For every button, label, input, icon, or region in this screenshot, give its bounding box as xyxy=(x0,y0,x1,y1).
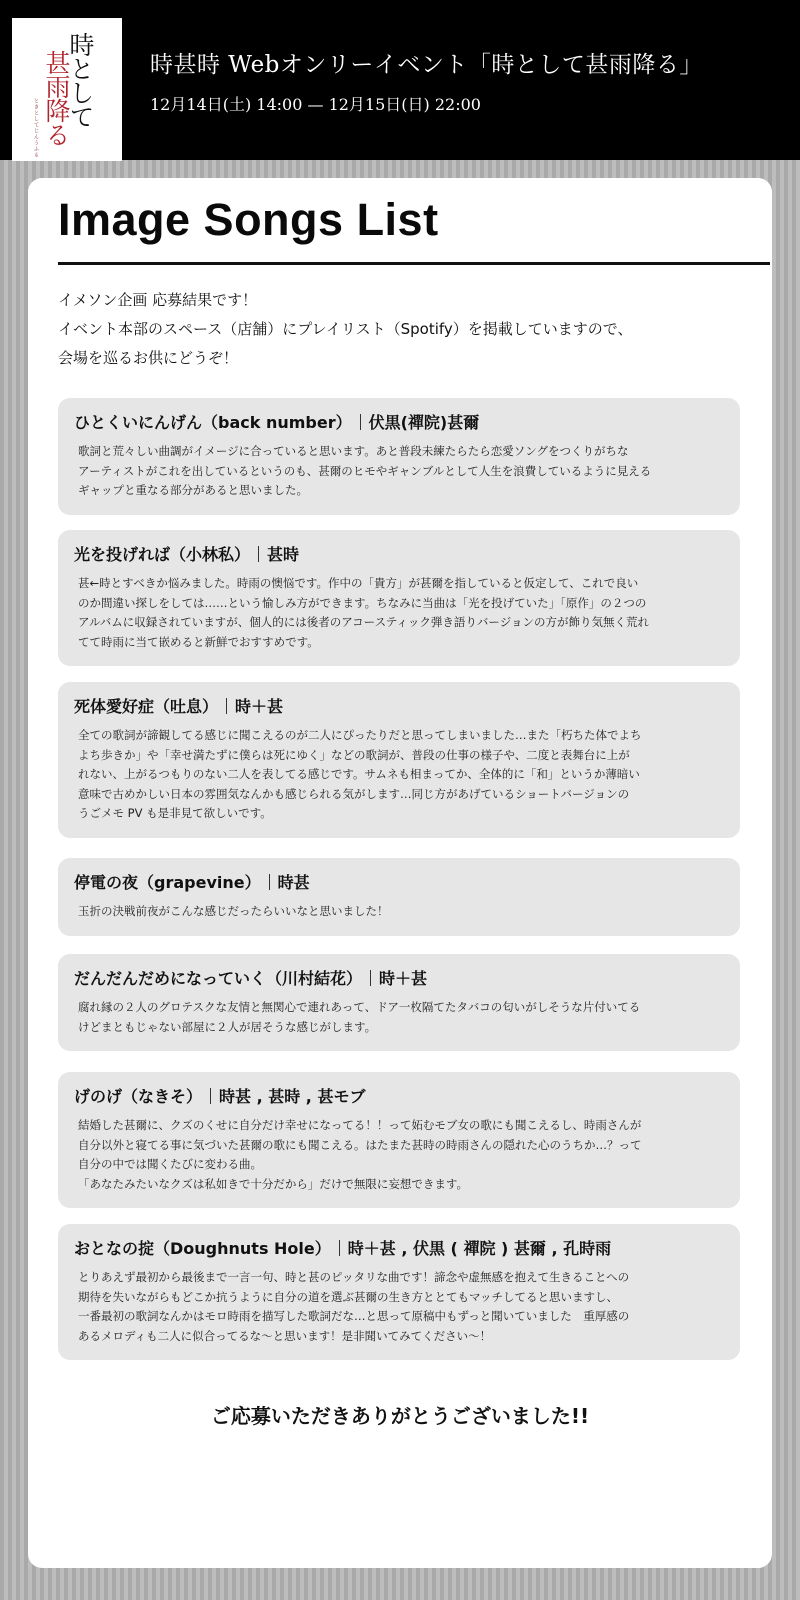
logo-subtext: ときとしてじんうふる xyxy=(33,98,39,158)
event-header xyxy=(0,0,800,160)
logo-text: 時として xyxy=(66,32,95,128)
comment-line: のか間違い探しをしては……という愉しみ方ができます。ちなみに当曲は「光を投げていた」「原作」の２つの xyxy=(78,595,647,610)
song-comment xyxy=(74,1116,724,1194)
song-title: ひとくいにんげん（back number） xyxy=(74,413,352,432)
thanks-message: ご応募いただきありがとうございました!! xyxy=(210,1404,590,1428)
heading-separator xyxy=(370,970,371,986)
comment-line: れない、上がるつもりのない二人を表してる感じです。サムネも相まってか、全体的に「和」というか薄暗い xyxy=(78,767,640,781)
event-logo xyxy=(12,18,122,161)
song-comment xyxy=(74,902,724,922)
song-pairing: 時＋甚 xyxy=(235,697,284,716)
song-heading xyxy=(74,694,724,717)
event-date: 12月14日(土) 14:00 — 12月15日(日) 22:00 xyxy=(150,95,481,114)
intro-text xyxy=(58,286,758,373)
heading-separator xyxy=(360,414,361,430)
comment-line: 結婚した甚爾に、クズのくせに自分だけ幸せになってる！！って妬むモブ女の歌にも聞こえるし、時雨さんが xyxy=(78,1118,642,1132)
heading-separator xyxy=(269,874,270,890)
comment-line: 甚←時とすべきか悩みました。時雨の懊悩です。作中の「貴方」が甚爾を指していると仮定して、これで良い xyxy=(78,576,639,590)
title-divider xyxy=(58,262,770,265)
song-title: 停電の夜（grapevine） xyxy=(74,873,261,892)
comment-line: てて時雨に当て嵌めると新鮮でおすすめです。 xyxy=(78,634,319,649)
song-title: だんだんだめになっていく（川村結花） xyxy=(74,969,363,988)
comment-line: ギャップと重なる部分があると思いました。 xyxy=(78,483,308,497)
comment-line: 一番最初の歌詞なんかはモロ時雨を描写した歌詞だな…と思って原稿中もずっと聞いていました 重厚感の xyxy=(78,1309,630,1323)
comment-line: うごメモ PV も是非見て欲しいです。 xyxy=(78,806,272,820)
comment-line: 歌詞と荒々しい曲調がイメージに合っていると思います。あと普段未練たらたら恋愛ソングをつくりがちな xyxy=(78,444,629,458)
song-entry xyxy=(58,682,740,838)
song-heading xyxy=(74,870,724,893)
heading-separator xyxy=(226,698,227,714)
song-pairing: 時＋甚 , 伏黒 ( 禪院 ) 甚爾 , 孔時雨 xyxy=(347,1239,612,1258)
heading-separator xyxy=(258,546,259,562)
song-pairing: 時甚 xyxy=(277,873,310,892)
comment-line: とりあえず最初から最後まで一言一句、時と甚のピッタリな曲です！諦念や虚無感を抱えて生きることへの xyxy=(78,1270,630,1284)
song-pairing: 時＋甚 xyxy=(379,969,428,988)
intro-line: イメソン企画 応募結果です！ xyxy=(58,291,258,309)
comment-line: アーティストがこれを出しているというのも、甚爾のヒモやギャンブルとして人生を浪費しているように見える xyxy=(78,463,652,478)
comment-line: 期待を失いながらもどこか抗うように自分の道を選ぶ甚爾の生き方ととてもマッチしてると思いますし、 xyxy=(78,1289,619,1304)
song-comment xyxy=(74,998,724,1037)
comment-line: 「あなたみたいなクズは私如きで十分だから」だけで無限に妄想できます。 xyxy=(78,1176,468,1191)
event-title: 時甚時 Webオンリーイベント「時として甚雨降る」 xyxy=(150,52,703,78)
comment-line: あるメロディも二人に似合ってるな〜と思います！是非聞いてみてください〜！ xyxy=(78,1328,492,1343)
song-heading xyxy=(74,410,724,433)
page-title: Image Songs List xyxy=(58,194,439,245)
comment-line: 自分以外と寝てる事に気づいた甚爾の歌にも聞こえる。はたまた甚時の時雨さんの隠れた心のうちか…？って xyxy=(78,1137,642,1152)
song-comment xyxy=(74,574,724,652)
comment-line: 自分の中では聞くたびに変わる曲。 xyxy=(78,1157,262,1171)
song-comment xyxy=(74,726,724,824)
song-entry xyxy=(58,398,740,515)
song-heading xyxy=(74,542,724,565)
logo-accent-text: 甚雨降る xyxy=(42,50,71,146)
song-comment xyxy=(74,1268,724,1346)
content-card xyxy=(28,178,772,1568)
song-comment xyxy=(74,442,724,501)
heading-separator xyxy=(210,1088,211,1104)
comment-line: アルバムに収録されていますが、個人的には後者のアコースティック弾き語りバージョンの方が飾り気無く荒れ xyxy=(78,615,649,629)
song-pairing: 甚時 xyxy=(267,545,300,564)
song-heading xyxy=(74,1236,724,1259)
song-entry xyxy=(58,954,740,1051)
song-title: 死体愛好症（吐息） xyxy=(74,697,219,716)
comment-line: 全ての歌詞が諦観してる感じに聞こえるのが二人にぴったりだと思ってしまいました…また「朽ちた体でよち xyxy=(78,728,642,742)
song-heading xyxy=(74,966,724,989)
intro-line: 会場を巡るお供にどうぞ！ xyxy=(58,349,239,367)
song-title: 光を投げれば（小林私） xyxy=(74,545,251,564)
song-entry xyxy=(58,858,740,936)
comment-line: 腐れ縁の２人のグロテスクな友情と無関心で連れあって、ドア一枚隔てたタバコの匂いがしそうな片付いてる xyxy=(78,1000,641,1014)
song-pairing: 伏黒(禪院)甚爾 xyxy=(368,413,480,432)
song-entry xyxy=(58,530,740,666)
intro-line: イベント本部のスペース（店舗）にプレイリスト（Spotify）を掲載していますので、 xyxy=(58,320,633,338)
song-entry xyxy=(58,1072,740,1208)
song-title: げのげ（なきそ） xyxy=(74,1087,203,1106)
comment-line: けどまともじゃない部屋に２人が居そうな感じがします。 xyxy=(78,1019,377,1034)
comment-line: よち歩きか」や「幸せ満たずに僕らは死にゆく」などの歌詞が、普段の仕事の様子や、二度と表舞台に上が xyxy=(78,747,630,762)
song-heading xyxy=(74,1084,724,1107)
song-title: おとなの掟（Doughnuts Hole） xyxy=(74,1239,331,1258)
comment-line: 意味で古めかしい日本の雰囲気なんかも感じられる気がします…同じ方があげているショートバージョンの xyxy=(78,786,630,801)
song-pairing: 時甚 , 甚時 , 甚モブ xyxy=(219,1087,366,1106)
heading-separator xyxy=(339,1240,340,1256)
song-entry xyxy=(58,1224,740,1360)
comment-line: 玉折の決戦前夜がこんな感じだったらいいなと思いました！ xyxy=(78,904,389,918)
